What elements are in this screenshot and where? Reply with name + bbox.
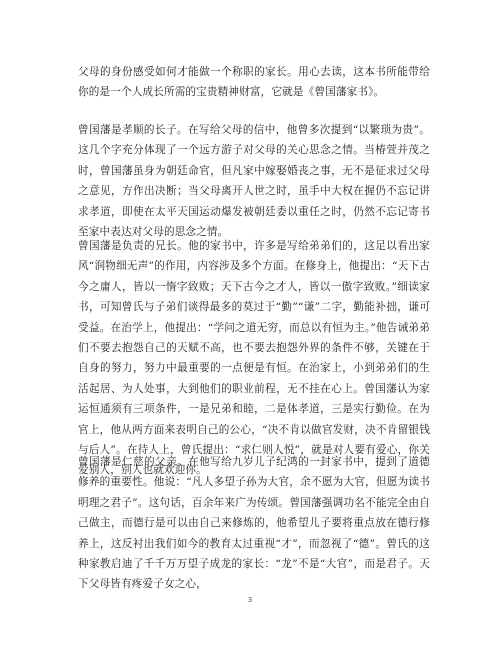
paragraph-intro: 父母的身份感受如何才能做一个称职的家长。用心去读，这本书所能带给你的是一个人成长所需的宝贵精神财富，它就是《曾国藩家书》。 <box>78 66 430 99</box>
paragraph-filial-son: 曾国藩是孝顺的长子。在写给父母的信中，他曾多次提到“以繁琐为贵”。这几个字充分体现了一个远方游子对父母的关心思念之情。当椿萱并茂之时，曾国藩虽身为朝廷命官，但凡家中嫁娶婚丧之事，无不是征求过父母之意见，方作出决断；当父母离开人世之时，虽手中大权在握仍不忘记讲求孝道，即使在太平天国运动爆发被朝廷委以重任之时，仍然不忘记寄书至家中表达对父母的思念之情。 <box>78 124 430 239</box>
paragraph-responsible-brother: 曾国藩是负责的兄长。他的家书中，许多是写给弟弟们的，这足以看出家风“润物细无声”的作用，内容涉及多个方面。在修身上，他提出：“天下古今之庸人，皆以一惰字致败；天下古今之才人，皆以一傲字致败。”细读家书，可知曾氏与子弟们谈得最多的莫过于“勤”“谦”二字，勤能补拙，谦可受益。在治学上，他提出：“学问之道无穷，而总以有恒为主。”他告诫弟弟们不要去抱怨自己的天赋不高，也不要去抱怨外界的条件不够，关键在于自身的努力，努力中最重要的一点便是有恒。在治家上，小到弟弟们的生活起居、为人处事，大到他们的职业前程，无不挂在心上。曾国藩认为家运恒通须有三项条件，一是兄弟和睦，二是体孝道，三是实行勤俭。在为官上，他从两方面来表明自己的公心，“决不肯以做官发财，决不肯留银钱与后人”。在待人上，曾氏提出：“求仁则人悦”，就是对人要有爱心，你关爱别人，别人也就欢迎你。 <box>78 240 430 477</box>
paragraph-kind-father: 曾国藩是仁慈的父亲。在他写给九岁儿子纪鸿的一封家书中，提到了道德修养的重要性。他说：“凡人多望子孙为大官，余不愿为大官，但愿为读书明理之君子”。这句话，百余年来广为传颂。曾国藩强调功名不能完全由自己做主，而德行是可以由自己来修炼的，他希望儿子要将重点放在德行修养上，这反衬出我们如今的教育太过重视“才”，而忽视了“德”。曾氏的这种家教启迪了千千万万望子成龙的家长：“龙”不是“大官”，而是君子。天下父母皆有疼爱子女之心， <box>78 456 430 591</box>
page-number: 3 <box>247 596 253 604</box>
